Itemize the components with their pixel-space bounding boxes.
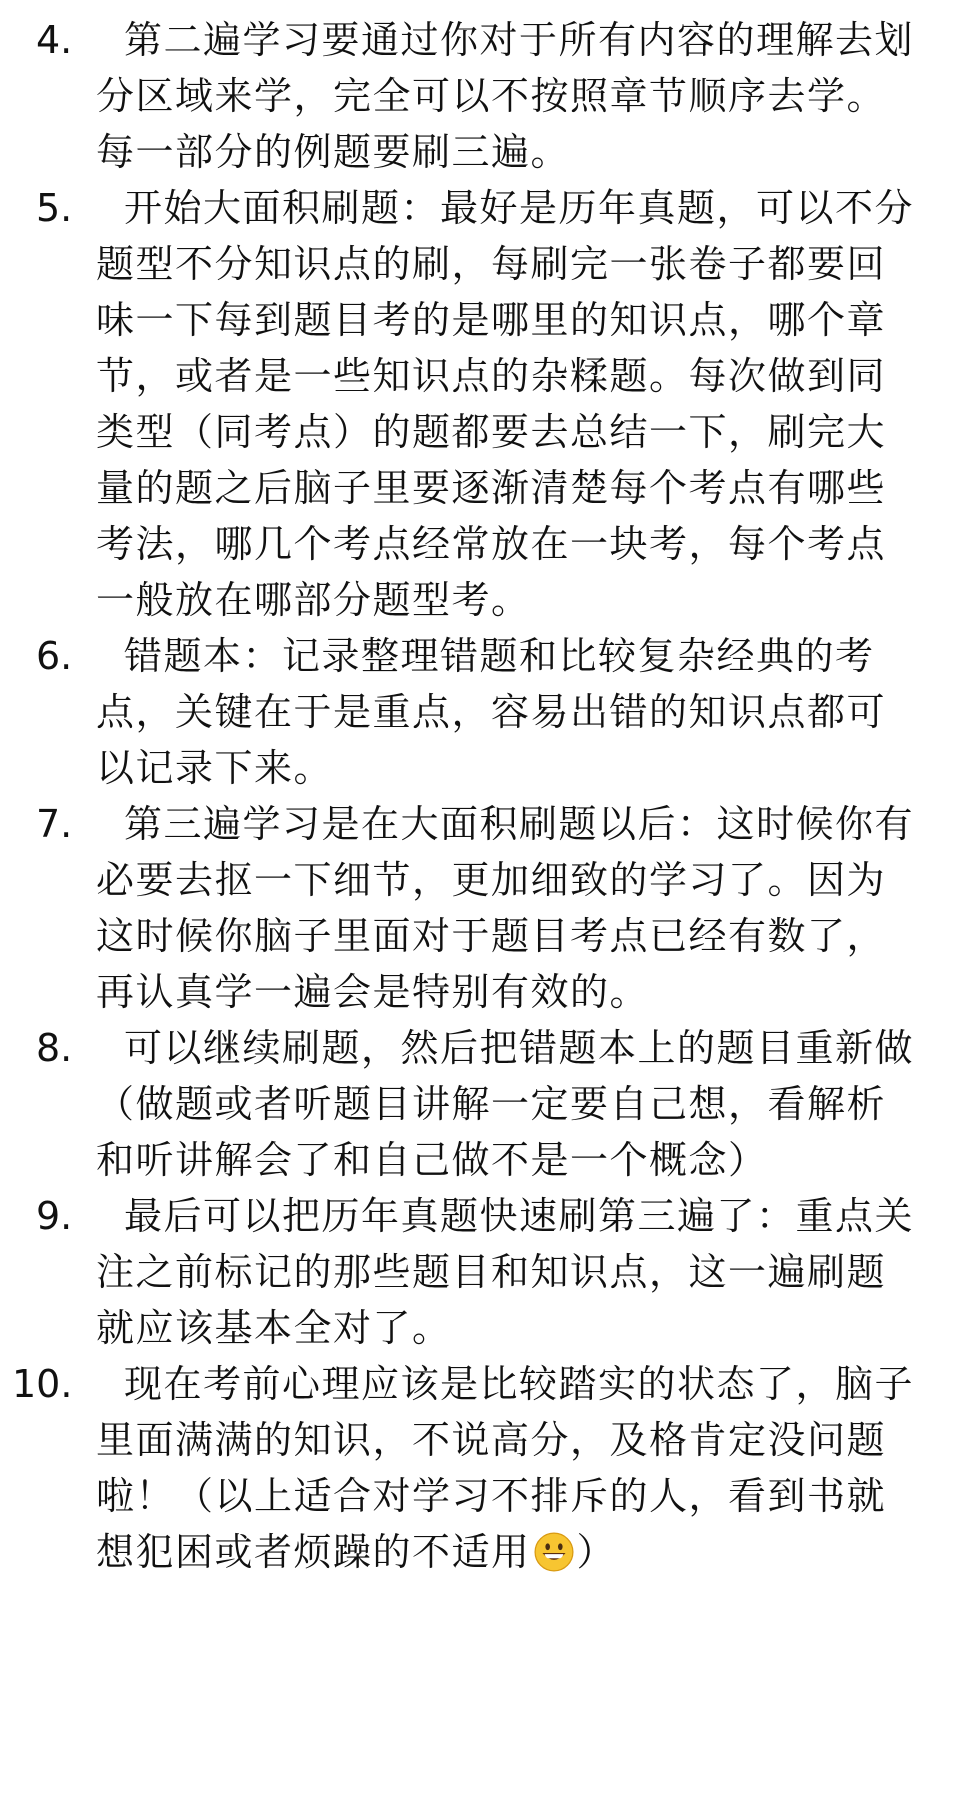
list-item-5 — [0, 180, 960, 628]
list-item-6 — [0, 628, 960, 796]
list-item-9 — [0, 1188, 960, 1356]
numbered-list — [0, 12, 960, 1580]
item-text: 第二遍学习要通过你对于所有内容的理解去划分区域来学，完全可以不按照章节顺序去学。每一部分的例题要刷三遍。 — [96, 18, 915, 174]
item-text: 错题本：记录整理错题和比较复杂经典的考点，关键在于是重点，容易出错的知识点都可以记录下来。 — [96, 634, 887, 790]
item-text: 最后可以把历年真题快速刷第三遍了：重点关注之前标记的那些题目和知识点，这一遍刷题就应该基本全对了。 — [96, 1194, 915, 1350]
item-text: 可以继续刷题，然后把错题本上的题目重新做（做题或者听题目讲解一定要自己想，看解析和听讲解会了和自己做不是一个概念） — [96, 1026, 915, 1182]
item-text: 开始大面积刷题：最好是历年真题，可以不分题型不分知识点的刷，每刷完一张卷子都要回味一下每到题目考的是哪里的知识点，哪个章节，或者是一些知识点的杂糅题。每次做到同类型（同考点）的题都要去总结一下，刷完大量的题之后脑子里要逐渐清楚每个考点有哪些考法，哪几个考点经常放在一块考，每个考点一般放在哪部分题型考。 — [96, 186, 915, 622]
item-number: 6. — [36, 634, 73, 678]
list-item-8 — [0, 1020, 960, 1188]
grinning-face-icon — [533, 1531, 575, 1573]
item-number: 5. — [36, 186, 73, 230]
item-text: 现在考前心理应该是比较踏实的状态了，脑子里面满满的知识，不说高分，及格肯定没问题啦！（以上适合对学习不排斥的人，看到书就想犯困或者烦躁的不适用 ） — [96, 1362, 915, 1574]
list-item-7 — [0, 796, 960, 1020]
item-number: 7. — [36, 802, 73, 846]
item-text: 第三遍学习是在大面积刷题以后：这时候你有必要去抠一下细节，更加细致的学习了。因为这时候你脑子里面对于题目考点已经有数了，再认真学一遍会是特别有效的。 — [96, 802, 915, 1014]
item-number: 9. — [36, 1194, 73, 1238]
item-number: 8. — [36, 1026, 73, 1070]
item-number: 4. — [36, 18, 73, 62]
list-item-4 — [0, 12, 960, 180]
list-item-10 — [0, 1356, 960, 1580]
item-number: 10. — [12, 1362, 73, 1406]
